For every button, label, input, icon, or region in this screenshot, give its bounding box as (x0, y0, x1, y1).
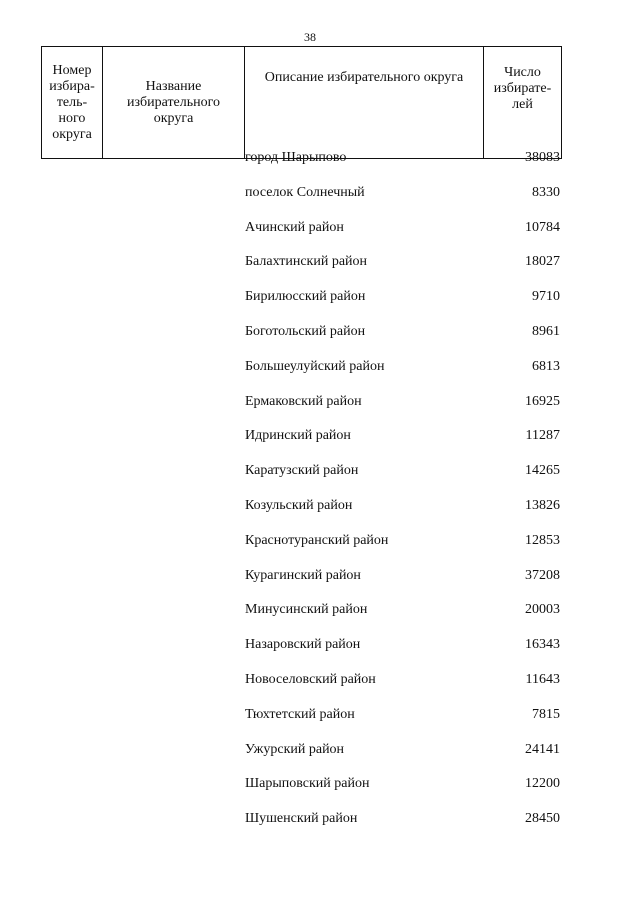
table-row (0, 805, 640, 840)
table-row (0, 457, 640, 492)
district-description: Новоселовский район (245, 671, 376, 687)
district-description: Большеулуйский район (245, 358, 385, 374)
district-description: город Шарыпово (245, 150, 347, 165)
voter-count: 28450 (525, 811, 560, 827)
district-description: Шушенский район (245, 811, 358, 827)
voter-count: 24141 (525, 741, 560, 757)
voter-count: 8961 (532, 323, 560, 339)
voter-count: 12853 (525, 532, 560, 548)
district-description: Ужурский район (245, 741, 345, 757)
voter-count: 12200 (525, 776, 560, 792)
table-row (0, 701, 640, 736)
table-body (0, 144, 640, 840)
district-description: Боготольский район (245, 323, 366, 339)
voter-count: 11287 (525, 428, 560, 444)
table-row (0, 144, 640, 179)
district-description: поселок Солнечный (245, 184, 365, 200)
district-description: Козульский район (245, 497, 353, 513)
voter-count: 9710 (532, 289, 560, 305)
district-description: Назаровский район (245, 637, 361, 653)
table-row (0, 631, 640, 666)
district-description: Каратузский район (245, 463, 359, 479)
voter-count: 7815 (532, 706, 560, 722)
table-row (0, 596, 640, 631)
voter-count: 16925 (525, 393, 560, 409)
district-description: Шарыповский район (245, 776, 370, 792)
table-row (0, 283, 640, 318)
voter-count: 20003 (525, 602, 560, 618)
district-description: Идринский район (245, 428, 351, 444)
voter-count: 13826 (525, 497, 560, 513)
table-row (0, 388, 640, 423)
page-number: 38 (304, 30, 316, 44)
table-row (0, 527, 640, 562)
table-row (0, 492, 640, 527)
district-description: Балахтинский район (245, 254, 368, 270)
voter-count: 11643 (525, 671, 560, 687)
district-description: Тюхтетский район (245, 706, 355, 722)
district-description: Краснотуранский район (245, 532, 389, 548)
header-district-number: Номер избира- тель- ного округа (42, 47, 103, 159)
table-row (0, 179, 640, 214)
table-row (0, 422, 640, 457)
table-row (0, 666, 640, 701)
district-description: Минусинский район (245, 602, 368, 618)
table-row (0, 214, 640, 249)
district-description: Ачинский район (245, 219, 344, 235)
district-description: Бирилюсский район (245, 289, 366, 305)
district-description: Ермаковский район (245, 393, 362, 409)
voter-count: 18027 (525, 254, 560, 270)
voter-count: 10784 (525, 219, 560, 235)
table-row (0, 562, 640, 597)
header-district-description: Описание избирательного округа (245, 47, 484, 159)
table-row (0, 770, 640, 805)
voter-count: 14265 (525, 463, 560, 479)
table-row (0, 318, 640, 353)
header-voter-count: Число избирате- лей (484, 47, 562, 159)
header-district-name: Название избирательного округа (103, 47, 245, 159)
table-row (0, 736, 640, 771)
table-row (0, 248, 640, 283)
voter-count: 16343 (525, 637, 560, 653)
voter-count: 37208 (525, 567, 560, 583)
voter-count: 8330 (532, 184, 560, 200)
table-row (0, 353, 640, 388)
voter-count: 6813 (532, 358, 560, 374)
district-description: Курагинский район (245, 567, 361, 583)
table-header (41, 46, 562, 159)
voter-count: 38083 (525, 150, 560, 165)
